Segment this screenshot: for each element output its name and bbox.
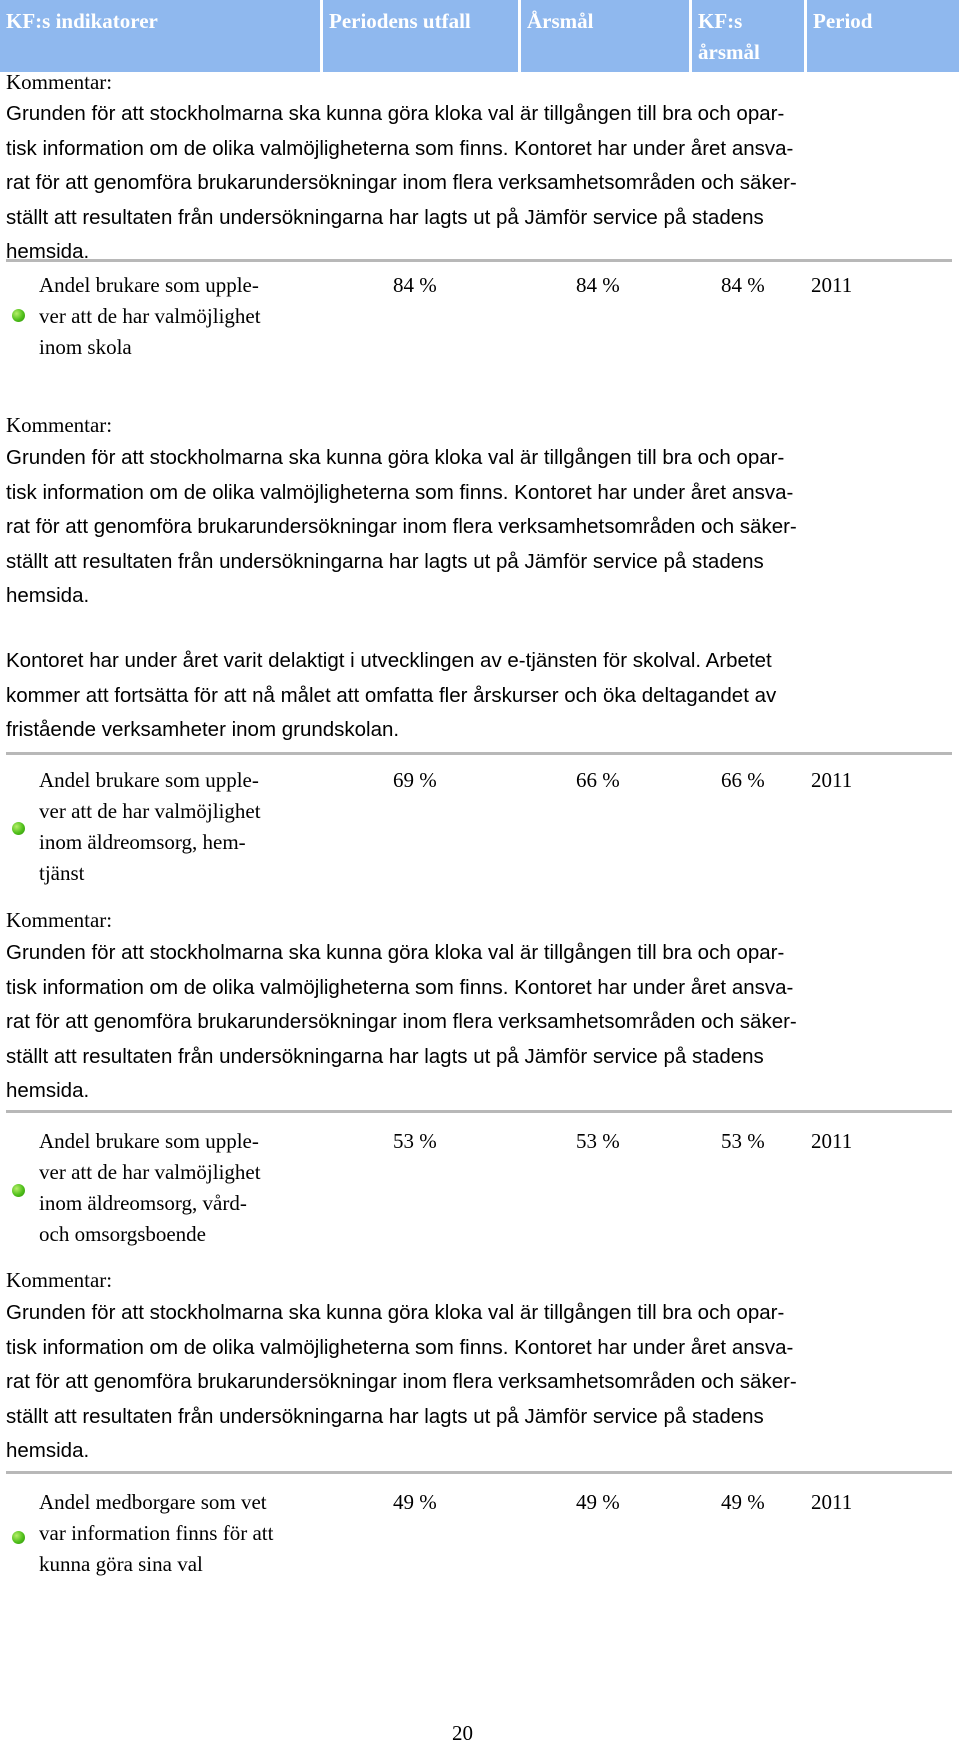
- indicator-period: 2011: [811, 1129, 853, 1153]
- indicator-period: 2011: [811, 273, 853, 297]
- comment-label: Kommentar:: [6, 908, 113, 932]
- divider: [6, 1110, 952, 1113]
- indicator-year-goal: 49 %: [576, 1490, 620, 1514]
- indicator-year-goal: 84 %: [576, 273, 620, 297]
- comment-extra-text: Kontoret har under året varit delaktigt i utvecklingen av e-tjänsten för skolval. Arbetet kommer att fortsätta för att nå målet att omfatta fler årskurser och öka deltagandet av fristående verksamheter inom grundskolan.: [6, 649, 777, 741]
- indicator-name: Andel brukare som upple- ver att de har valmöjlighet inom skola: [39, 273, 261, 359]
- indicator-outcome: 49 %: [393, 1490, 437, 1514]
- divider: [6, 259, 952, 262]
- header-kf-year-goal: KF:s årsmål: [692, 0, 804, 72]
- page-number: 20: [452, 1721, 473, 1745]
- comment-label: Kommentar:: [6, 413, 113, 437]
- comment-text: Grunden för att stockholmarna ska kunna göra kloka val är tillgången till bra och opar- tisk information om de olika valmöjligheterna som finns. Kontoret har under året ansva- rat för att genomföra brukarundersökningar inom flera verksamhetsområden och säker- ställt att resultaten från undersökningarna har lagts ut på Jämför service på stadens hemsida.: [6, 446, 797, 607]
- header-period-outcome: Periodens utfall: [323, 0, 518, 72]
- indicator-kf-goal: 53 %: [721, 1129, 765, 1153]
- indicator-kf-goal: 84 %: [721, 273, 765, 297]
- indicator-year-goal: 53 %: [576, 1129, 620, 1153]
- divider: [6, 752, 952, 755]
- header-indicators: KF:s indikatorer: [0, 0, 320, 72]
- comment-text: Grunden för att stockholmarna ska kunna göra kloka val är tillgången till bra och opar- tisk information om de olika valmöjligheterna som finns. Kontoret har under året ansva- rat för att genomföra brukarundersökningar inom flera verksamhetsområden och säker- ställt att resultaten från undersökningarna har lagts ut på Jämför service på stadens hemsida.: [6, 1301, 797, 1462]
- indicator-outcome: 69 %: [393, 768, 437, 792]
- status-green-icon: [12, 1184, 25, 1197]
- indicator-name: Andel brukare som upple- ver att de har valmöjlighet inom äldreomsorg, hem- tjänst: [39, 768, 261, 885]
- indicator-period: 2011: [811, 1490, 853, 1514]
- comment-text: Grunden för att stockholmarna ska kunna göra kloka val är tillgången till bra och opar- tisk information om de olika valmöjligheterna som finns. Kontoret har under året ansva- rat för att genomföra brukarundersökningar inom flera verksamhetsområden och säker- ställt att resultaten från undersökningarna har lagts ut på Jämför service på stadens hemsida.: [6, 102, 797, 263]
- indicator-outcome: 53 %: [393, 1129, 437, 1153]
- header-period: Period: [807, 0, 959, 72]
- indicator-outcome: 84 %: [393, 273, 437, 297]
- comment-text: Grunden för att stockholmarna ska kunna göra kloka val är tillgången till bra och opar- tisk information om de olika valmöjligheterna som finns. Kontoret har under året ansva- rat för att genomföra brukarundersökningar inom flera verksamhetsområden och säker- ställt att resultaten från undersökningarna har lagts ut på Jämför service på stadens hemsida.: [6, 941, 797, 1102]
- header-year-goal: Årsmål: [521, 0, 689, 72]
- status-green-icon: [12, 822, 25, 835]
- status-green-icon: [12, 1531, 25, 1544]
- status-green-icon: [12, 309, 25, 322]
- indicator-name: Andel medborgare som vet var information finns för att kunna göra sina val: [39, 1490, 274, 1576]
- indicator-kf-goal: 66 %: [721, 768, 765, 792]
- divider: [6, 1471, 952, 1474]
- indicator-period: 2011: [811, 768, 853, 792]
- comment-label: Kommentar:: [6, 1268, 113, 1292]
- comment-label: Kommentar:: [6, 70, 113, 94]
- indicator-name: Andel brukare som upple- ver att de har valmöjlighet inom äldreomsorg, vård- och omsorgsboende: [39, 1129, 261, 1246]
- indicator-kf-goal: 49 %: [721, 1490, 765, 1514]
- indicator-year-goal: 66 %: [576, 768, 620, 792]
